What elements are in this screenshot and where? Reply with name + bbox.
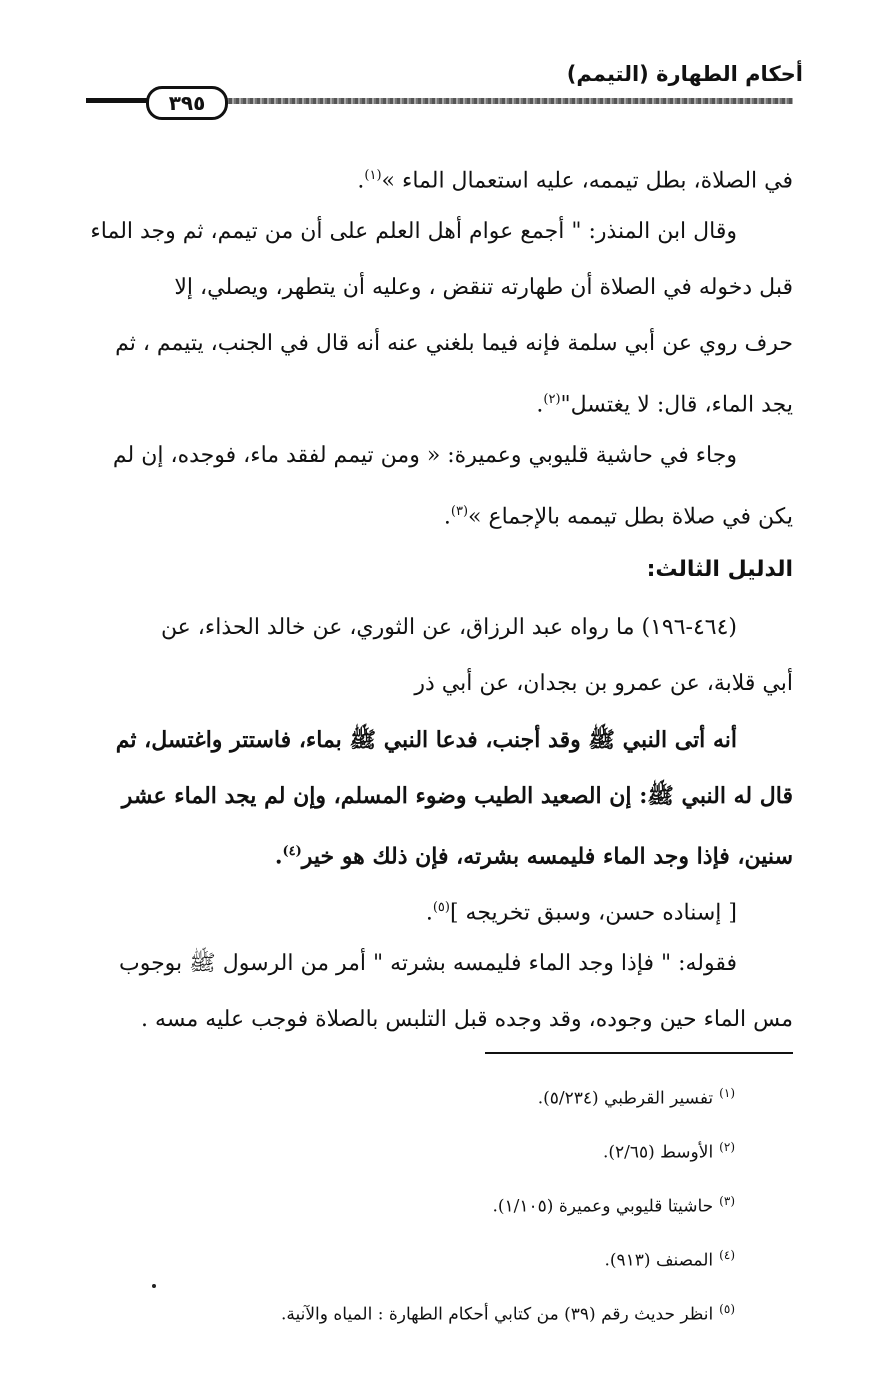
main-text [80,148,793,1048]
line-end: . [536,392,544,418]
line-text: [ إسناده حسن، وسبق تخريجه ] [449,900,737,926]
paragraph-line [80,372,793,428]
footnote [93,1066,793,1120]
footnote-text: المصنف (٩١٣). [604,1250,714,1271]
grading-line [80,880,793,936]
header-rule-decorative [222,98,793,104]
line-end: . [274,843,283,870]
footnote-text: حاشيتا قليوبي وعميرة (١/١٠٥). [492,1196,714,1217]
hadith-line: أنه أتى النبي ﷺ وقد أجنب، فدعا النبي ﷺ بماء، فاستتر واغتسل، ثم [115,727,737,753]
header-rule [86,98,148,103]
footnote-number: (٢) [719,1140,735,1154]
footnote-ref: (٥) [432,900,450,915]
line-text: في الصلاة، بطل تيممه، عليه استعمال الماء » [381,168,793,194]
footnote [93,1120,793,1174]
line-end: . [443,504,451,530]
footnote [93,1282,793,1336]
line-text: يجد الماء، قال: لا يغتسل" [560,392,793,418]
line-text: سنين، فإذا وجد الماء فليمسه بشرته، فإن ذلك هو خير [301,843,793,870]
paragraph-line: (٤٦٤-١٩٦) ما رواه عبد الرزاق، عن الثوري، عن خالد الحذاء، عن [160,615,737,640]
footnote-text: انظر حديث رقم (٣٩) من كتابي أحكام الطهارة : المياه والآنية. [280,1304,714,1325]
footnote-text: تفسير القرطبي (٥/٢٣٤). [537,1088,714,1109]
paragraph-line: فقوله: " فإذا وجد الماء فليمسه بشرته " أمر من الرسول ﷺ بوجوب [119,951,737,976]
line-end: . [357,168,365,194]
paragraph-line [80,484,793,540]
footnotes [93,1066,793,1336]
footnote-ref: (٢) [543,392,561,407]
line-text: يكن في صلاة بطل تيممه بالإجماع » [468,504,793,530]
footnote [93,1174,793,1228]
paragraph-line: وقال ابن المنذر: " أجمع عوام أهل العلم على أن من تيمم، ثم وجد الماء [90,219,737,244]
page-number: ٣٩٥ [146,86,228,120]
footnote-ref: (٤) [282,844,302,859]
section-heading: الدليل الثالث: [646,557,793,582]
line-end: . [425,900,433,926]
paragraph-line: مس الماء حين وجوده، وقد وجده قبل التلبس بالصلاة فوجب عليه مسه . [141,1007,793,1032]
running-title: أحكام الطهارة (التيمم) [566,62,803,86]
footnote-text: الأوسط (٢/٦٥). [602,1142,714,1163]
paragraph-line: أبي قلابة، عن عمرو بن بجدان، عن أبي ذر [414,671,793,696]
footnote-ref: (١) [364,168,382,183]
footnote-number: (٤) [719,1248,735,1262]
paragraph-line: حرف روي عن أبي سلمة فإنه فيما بلغني عنه أنه قال في الجنب، يتيمم ، ثم [115,331,793,356]
footnote-ref: (٣) [450,504,469,519]
paragraph-line [80,148,793,204]
paragraph-line: وجاء في حاشية قليوبي وعميرة: « ومن تيمم لفقد ماء، فوجده، إن لم [112,443,737,468]
paragraph-line: قبل دخوله في الصلاة أن طهارته تنقض ، وعليه أن يتطهر، ويصلي، إلا [174,275,793,300]
hadith-line: قال له النبي ﷺ: إن الصعيد الطيب وضوء المسلم، وإن لم يجد الماء عشر [121,783,793,809]
footnote-number: (٣) [719,1194,735,1208]
footnote-separator [485,1052,793,1054]
hadith-line [80,824,793,880]
footnote-number: (٥) [719,1302,735,1316]
footnote-number: (١) [719,1086,735,1100]
footnote [93,1228,793,1282]
margin-mark [152,1284,156,1288]
